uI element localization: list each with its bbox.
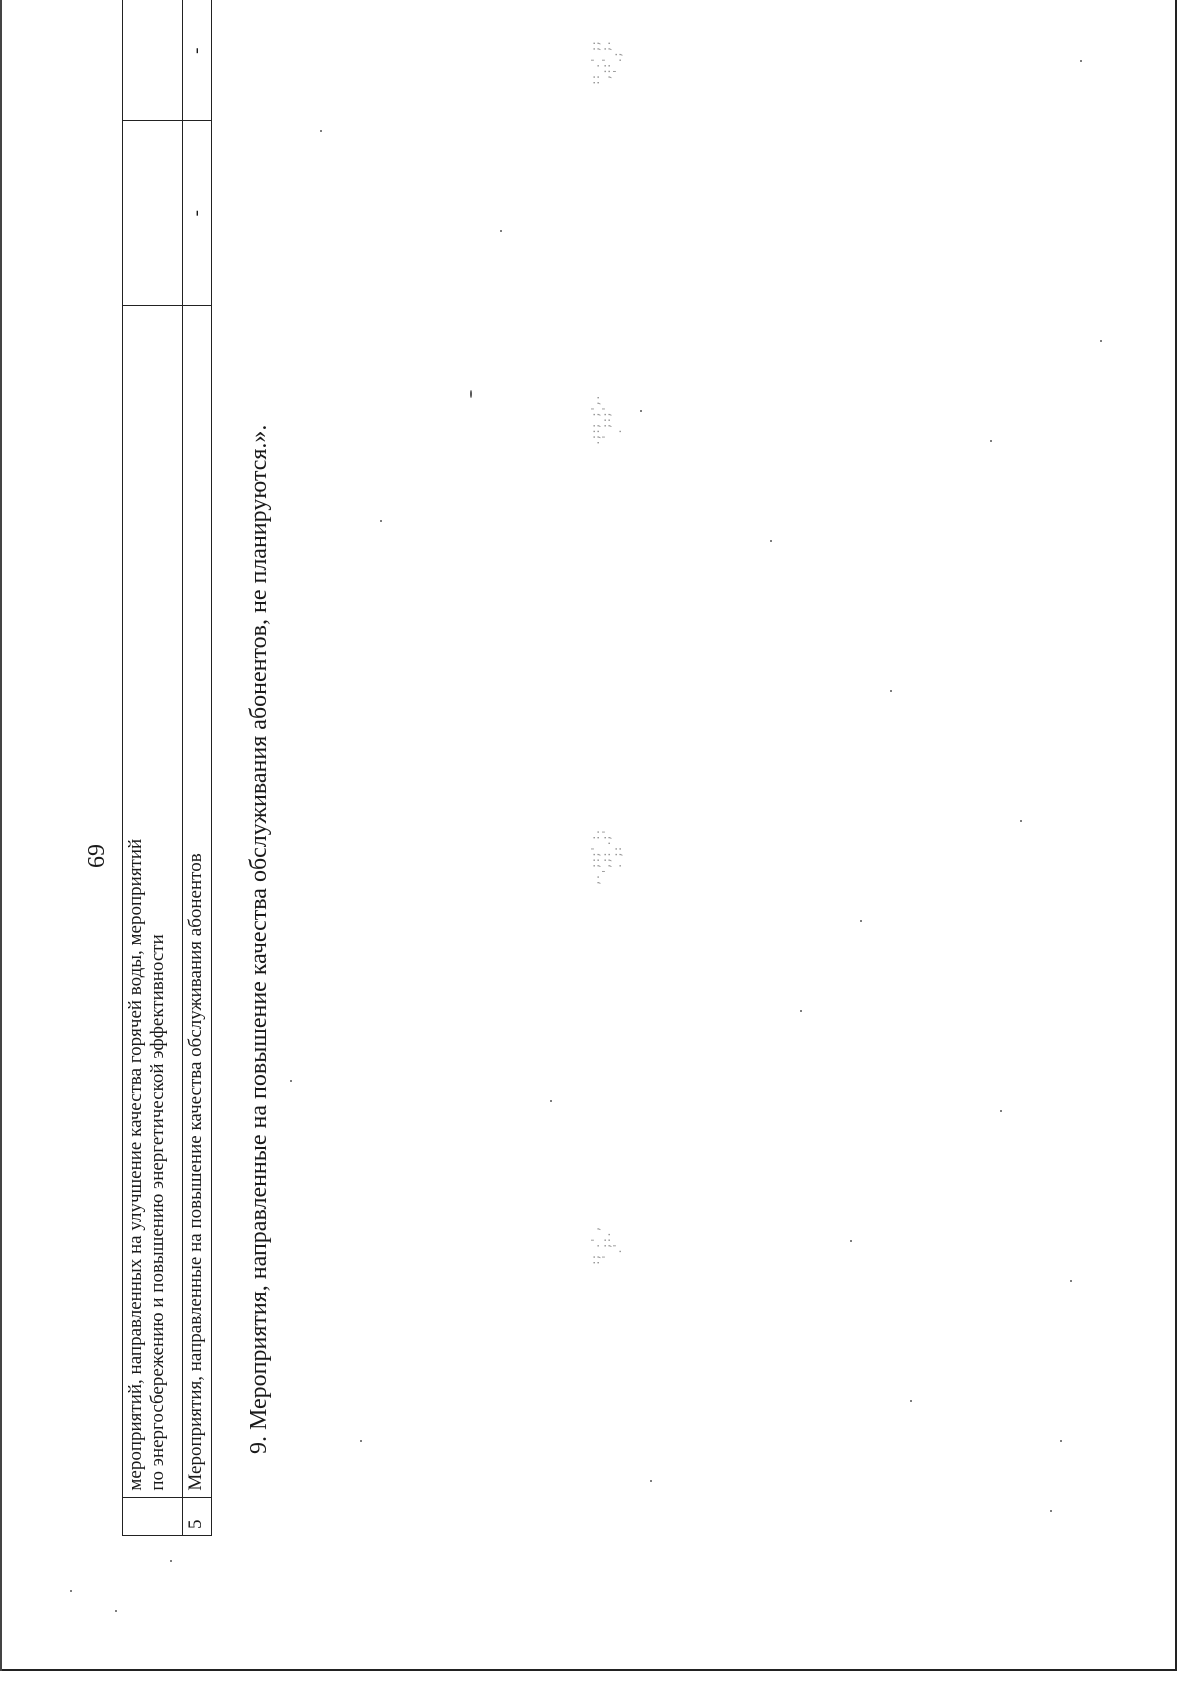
- scan-speck: [1020, 820, 1022, 822]
- scan-speck: [500, 230, 502, 232]
- row-number-cell: 5: [183, 1497, 212, 1535]
- scan-blot: ,. ;:;' :. ',;: .;' . ;:: [589, 829, 624, 886]
- row-text-cell: [123, 306, 183, 1498]
- scan-blot: :: .' ;; ,::' ;. ' .;: [589, 41, 624, 86]
- scan-speck: [850, 1240, 852, 1242]
- page-number: 69: [84, 844, 110, 868]
- row-number-cell: [123, 1497, 183, 1535]
- scan-speck: [550, 1100, 552, 1102]
- scan-speck: [800, 1010, 802, 1012]
- scan-speck: [1070, 1280, 1072, 1282]
- scan-speck: [890, 690, 892, 692]
- row-value-cell: -: [183, 121, 212, 306]
- table-row: [123, 0, 183, 1536]
- scan-speck: [320, 130, 322, 132]
- scan-blot: :; .' , ' ;:. .': [589, 1226, 624, 1266]
- row-value-cell: -: [183, 0, 212, 121]
- scan-speck: [1000, 1110, 1002, 1112]
- scan-speck: [70, 1590, 72, 1592]
- row-text-line: мероприятий, направленных на улучшение качества горячей воды, мероприятий: [125, 838, 146, 1491]
- scan-speck: [170, 1560, 172, 1562]
- scan-speck: [860, 920, 862, 922]
- scan-speck: [770, 540, 772, 542]
- scan-speck: [640, 410, 642, 412]
- measures-table: [122, 0, 212, 1536]
- scan-speck: [1080, 60, 1082, 62]
- row-value-cell: [123, 0, 183, 121]
- scan-speck: [1100, 340, 1102, 342]
- section-heading: 9. Мероприятия, направленные на повышение качества обслуживания абонентов, не планируются.».: [246, 424, 272, 1454]
- scan-speck: [290, 1080, 292, 1082]
- scan-speck: [910, 1400, 912, 1402]
- row-text-cell: Мероприятия, направленные на повышение качества обслуживания абонентов: [183, 306, 212, 1498]
- scan-speck: [650, 1480, 652, 1482]
- scan-speck: [115, 1610, 117, 1612]
- scan-speck: [470, 390, 472, 398]
- scan-speck: [1050, 1510, 1052, 1512]
- scan-speck: [990, 440, 992, 442]
- row-value-cell: [123, 121, 183, 306]
- scan-speck: [360, 1440, 362, 1442]
- scan-speck: [1060, 1440, 1062, 1442]
- scan-blot: .;:; ;',. ' ;:;' .: [589, 395, 624, 446]
- scan-speck: [380, 520, 382, 522]
- table-row: [183, 0, 212, 1536]
- row-text-line: по энергосбережению и повышению энергетической эффективности: [147, 934, 168, 1491]
